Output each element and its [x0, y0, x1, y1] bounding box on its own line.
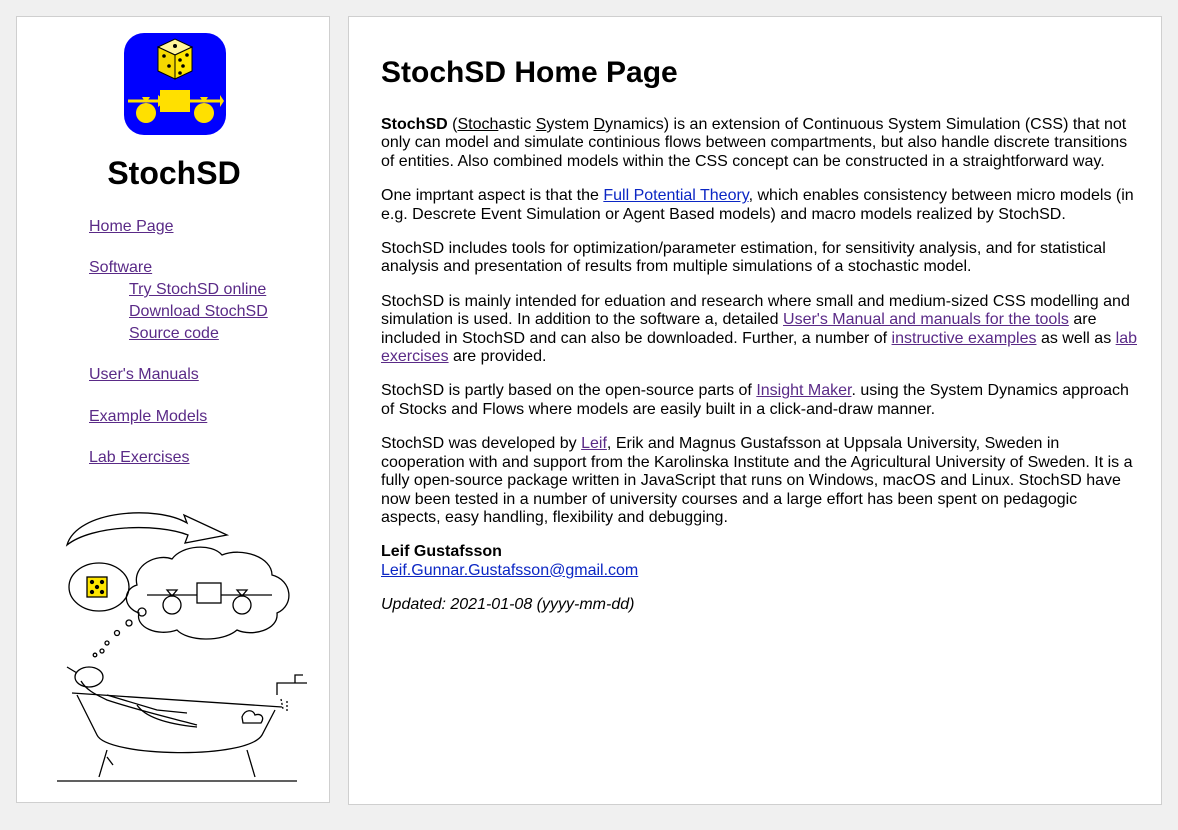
text: , which enables consistency between micro models (in e.g. Descrete Event Simulation or Agent Based models) and macro models realized by StochSD. [381, 187, 1134, 223]
nav-example-models[interactable]: Example Models [89, 408, 208, 425]
text: astic [498, 116, 536, 133]
text: are included in StochSD and can also be downloaded. Further, a number of [381, 311, 1097, 347]
text: ) is an extension of Continuous System Simulation (CSS) that not only can model and simulate continious flows between compartments, but also handle discrete transitions of entities. Also combined models within the CSS concept can be constructed in a straightforward way. [381, 116, 1128, 170]
nav-users-manuals[interactable]: User's Manuals [89, 366, 199, 383]
instructive-examples-link[interactable]: instructive examples [891, 329, 1037, 347]
text: StochSD is partly based on the open-source parts of [381, 382, 757, 400]
potential-theory-paragraph [381, 187, 1137, 224]
developers-paragraph [381, 435, 1137, 527]
text: , Erik and Magnus Gustafsson at Uppsala University, Sweden in cooperation with and support from the Karolinska Institute and the Agricultural University of Sweden. It is a fully open-source package written in JavaScript that runs on Windows, macOS and Linux. StochSD have now been tested in a number of university courses and a large effort has been spent on pedagogic aspects, easy handling, flexibility and debugging. [381, 435, 1133, 526]
text: StochSD is mainly intended for eduation and research where small and medium-sized CSS modelling and simulation is used. In addition to the software a, detailed [381, 292, 1130, 329]
text: ynamics [605, 116, 664, 133]
education-paragraph [381, 293, 1137, 367]
bathtub-thinker-illustration-icon [47, 495, 307, 785]
nav-try-online[interactable]: Try StochSD online [129, 281, 267, 298]
lab-exercises-link[interactable]: lab exercises [381, 329, 1137, 366]
author-email-link[interactable]: Leif.Gunnar.Gustafsson@gmail.com [381, 561, 639, 579]
text: as well as [1036, 329, 1116, 347]
text: ystem [546, 116, 594, 133]
author-name: Leif Gustafsson [381, 543, 502, 561]
nav-download[interactable]: Download StochSD [129, 303, 268, 320]
underlined-letters: D [593, 116, 606, 133]
nav-home-page[interactable]: Home Page [89, 218, 174, 235]
insight-maker-paragraph [381, 382, 1137, 419]
underlined-letters: Stoch [457, 116, 499, 133]
text: StochSD was developed by [381, 435, 582, 453]
text: are provided. [448, 348, 547, 366]
tools-paragraph: StochSD includes tools for optimization/parameter estimation, for sensitivity analysis, and for statistical analysis and presentation of results from multiple simulations of a stochastic model. [381, 240, 1106, 276]
updated-date [381, 596, 1137, 614]
underlined-letters: S [535, 116, 547, 133]
stochsd-logo-icon [124, 33, 226, 135]
text: . using the System Dynamics approach of Stocks and Flows where models are easily built in a click-and-draw manner. [381, 382, 1129, 418]
text: ( [447, 116, 458, 133]
author-block [381, 543, 1137, 580]
leif-link[interactable]: Leif [581, 435, 607, 453]
sidebar [16, 16, 330, 803]
nav-software[interactable]: Software [89, 259, 153, 276]
intro-paragraph [381, 116, 1137, 171]
page-title: StochSD Home Page [381, 56, 678, 89]
sidebar-nav [89, 217, 268, 468]
text: One imprtant aspect is that the [381, 187, 604, 205]
main-content [348, 16, 1162, 805]
nav-source-code[interactable]: Source code [129, 325, 219, 342]
updated-text: Updated: 2021-01-08 (yyyy-mm-dd) [381, 596, 635, 614]
stochsd-bold: StochSD [381, 116, 448, 133]
brand-title: StochSD [107, 155, 241, 191]
users-manual-link[interactable]: User's Manual and manuals for the tools [783, 311, 1069, 329]
insight-maker-link[interactable]: Insight Maker [756, 382, 852, 400]
full-potential-theory-link[interactable]: Full Potential Theory [603, 187, 749, 205]
nav-lab-exercises[interactable]: Lab Exercises [89, 449, 190, 466]
